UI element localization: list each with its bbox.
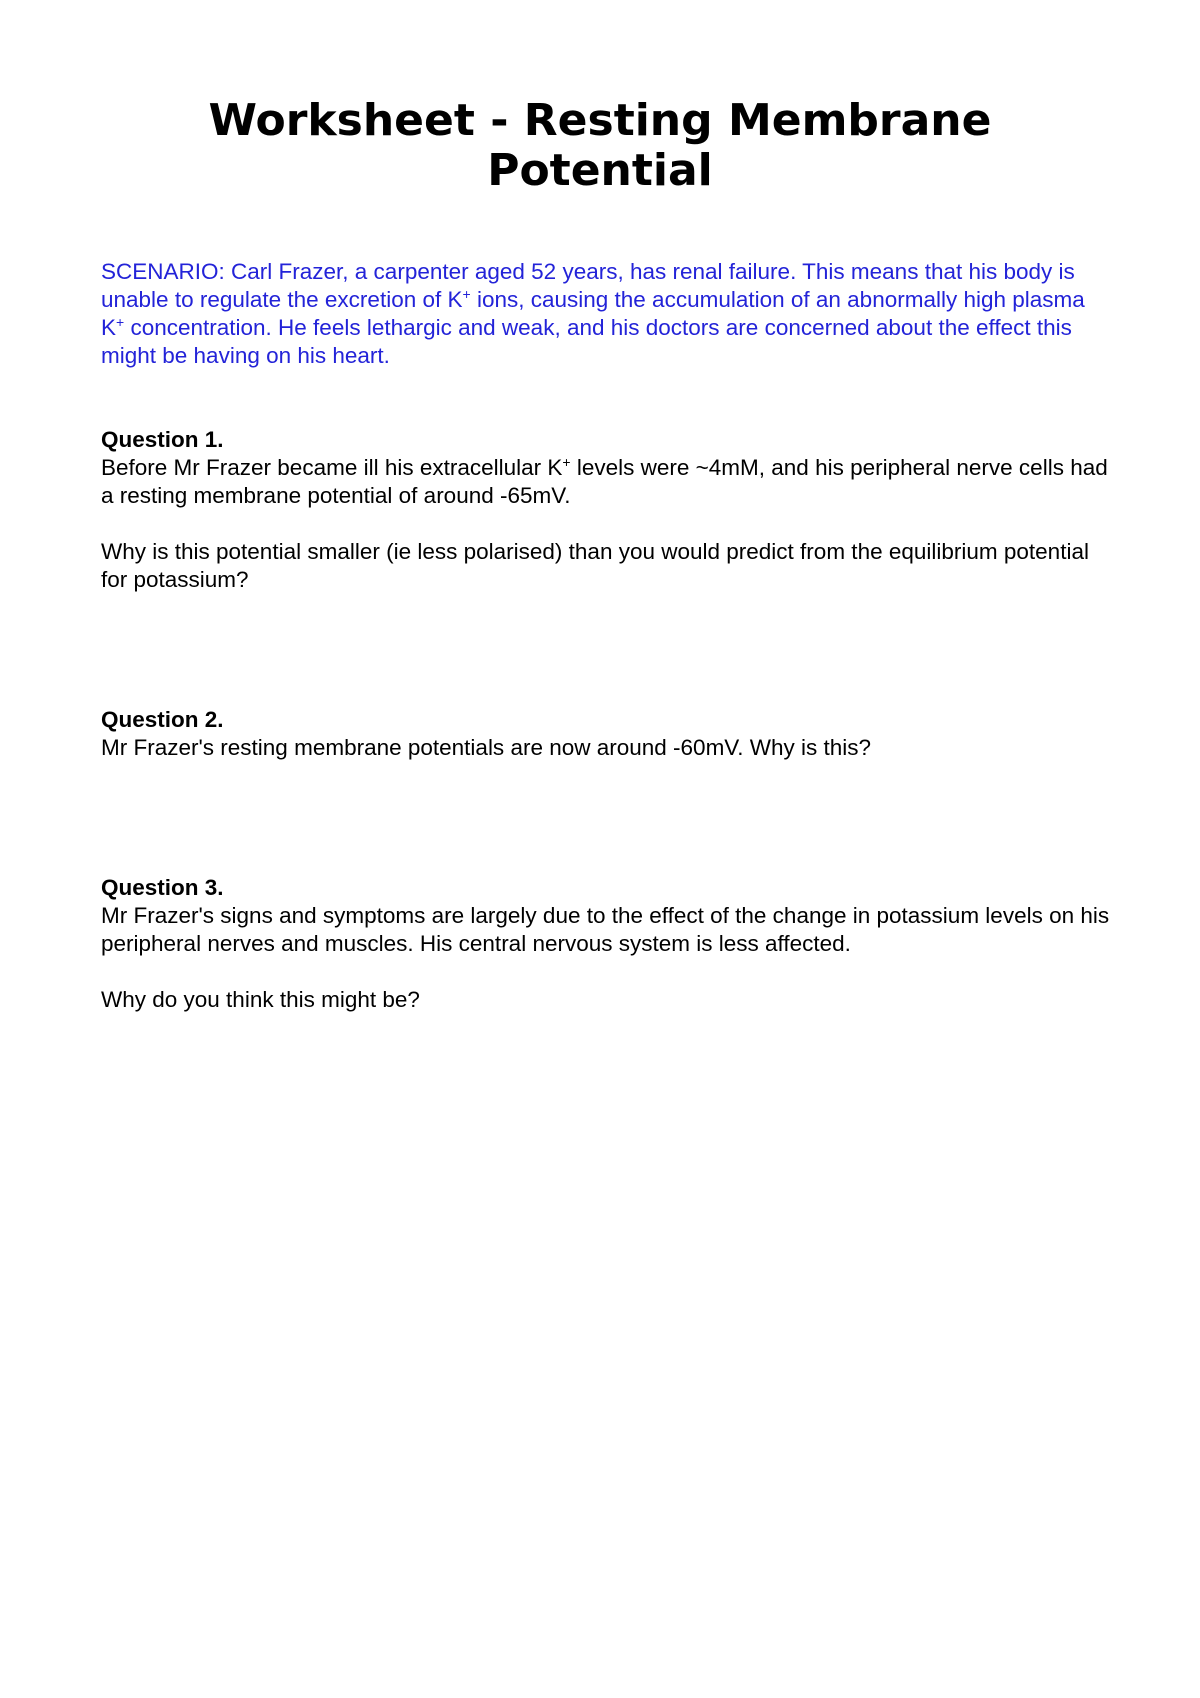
title-line-2: Potential: [487, 145, 713, 196]
superscript-plus: +: [116, 314, 125, 330]
question-3: [101, 874, 1111, 958]
superscript-plus: +: [562, 454, 571, 470]
scenario-text-2: ions, causing the accumulation of an abnormally high plasma K: [101, 287, 1085, 340]
question-1-prompt: Why is this potential smaller (ie less polarised) than you would predict from the equilibrium potential for potassium?: [101, 539, 1089, 592]
title-line-1: Worksheet - Resting Membrane: [208, 95, 992, 146]
question-3-prompt: Why do you think this might be?: [101, 987, 420, 1012]
scenario-paragraph: [101, 258, 1111, 370]
question-2-text: Mr Frazer's resting membrane potentials are now around -60mV. Why is this?: [101, 735, 872, 760]
question-3-heading: Question 3.: [101, 875, 224, 900]
scenario-text-1: SCENARIO: Carl Frazer, a carpenter aged 52 years, has renal failure. This means that his body is unable to regulate the excretion of K: [101, 259, 1075, 312]
question-1-heading: Question 1.: [101, 427, 224, 452]
question-3-text: Mr Frazer's signs and symptoms are largely due to the effect of the change in potassium levels on his peripheral nerves and muscles. His central nervous system is less affected.: [101, 903, 1110, 956]
superscript-plus: +: [462, 286, 471, 302]
question-2: [101, 706, 1111, 762]
question-1-text-2: levels were ~4mM, and his peripheral nerve cells had a resting membrane potential of around -65mV.: [101, 455, 1108, 508]
scenario-text-3: concentration. He feels lethargic and weak, and his doctors are concerned about the effect this might be having on his heart.: [101, 315, 1072, 368]
worksheet-title: [0, 96, 1200, 196]
question-2-heading: Question 2.: [101, 707, 224, 732]
question-1-text-1: Before Mr Frazer became ill his extracellular K: [101, 455, 563, 480]
question-1: [101, 426, 1111, 510]
